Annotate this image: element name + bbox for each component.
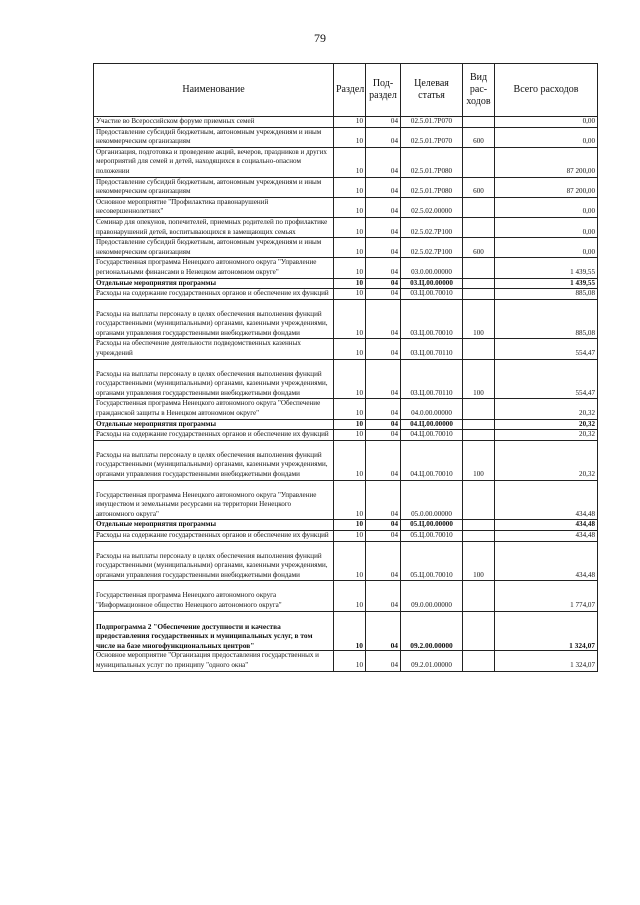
row-expense-type: 600 [463,127,495,147]
row-expense-type [463,278,495,289]
row-name: Расходы на содержание государственных органов и обеспечение их функций [94,430,334,441]
row-target: 04.Ц.00.00000 [401,419,463,430]
row-name: Предоставление субсидий бюджетным, автономным учреждениям и иным некоммерческим организациям [94,177,334,197]
row-subsection: 04 [366,541,401,581]
row-section: 10 [334,611,366,651]
row-name: Подпрограмма 2 "Обеспечение доступности и качества предоставления государственных и муниципальных услуг, в том числе на базе многофункциональных центров" [94,611,334,651]
row-total: 885,08 [495,289,598,300]
row-expense-type [463,430,495,441]
row-name: Государственная программа Ненецкого автономного округа "Управление имуществом и земельными ресурсами на территории Ненецкого автономного округа" [94,480,334,520]
row-total: 434,48 [495,541,598,581]
row-subsection: 04 [366,359,401,399]
row-target: 03.Ц.00.70010 [401,289,463,300]
row-subsection: 04 [366,440,401,480]
row-total: 20,32 [495,430,598,441]
row-expense-type [463,651,495,671]
table-row [94,258,598,278]
row-target: 02.5.01.7Р080 [401,177,463,197]
header-name: Наименование [94,64,334,117]
row-target: 04.Ц.00.70010 [401,440,463,480]
row-target: 05.Ц.00.70010 [401,530,463,541]
row-target: 02.5.02.7Р100 [401,217,463,237]
row-section: 10 [334,480,366,520]
row-name: Государственная программа Ненецкого автономного округа "Информационное общество Ненецкого автономного округа" [94,581,334,611]
row-total: 0,00 [495,238,598,258]
row-target: 05.Ц.00.70010 [401,541,463,581]
row-subsection: 04 [366,611,401,651]
row-name: Расходы на выплаты персоналу в целях обеспечения выполнения функций государственными (муниципальными) органами, казенными учреждениями, органами управления государственными внебюджетными фондами [94,541,334,581]
row-subsection: 04 [366,399,401,419]
row-section: 10 [334,419,366,430]
row-expense-type [463,530,495,541]
table-row [94,238,598,258]
row-subsection: 04 [366,339,401,359]
row-target: 03.Ц.00.70110 [401,359,463,399]
row-target: 02.5.02.00000 [401,197,463,217]
row-expense-type [463,581,495,611]
row-expense-type [463,419,495,430]
row-expense-type [463,117,495,128]
row-target: 05.0.00.00000 [401,480,463,520]
row-target: 03.Ц.00.70010 [401,299,463,339]
row-subsection: 04 [366,278,401,289]
row-subsection: 04 [366,299,401,339]
row-target: 09.2.01.00000 [401,651,463,671]
row-total: 1 324,07 [495,651,598,671]
row-subsection: 04 [366,117,401,128]
row-target: 02.5.01.7Р070 [401,127,463,147]
row-total: 1 324,07 [495,611,598,651]
row-target: 02.5.02.7Р100 [401,238,463,258]
table-header-row [94,64,598,117]
row-subsection: 04 [366,147,401,177]
row-subsection: 04 [366,419,401,430]
budget-table [93,63,598,672]
row-expense-type: 100 [463,541,495,581]
table-row [94,278,598,289]
row-total: 554,47 [495,339,598,359]
row-name: Предоставление субсидий бюджетным, автономным учреждениям и иным некоммерческим организациям [94,127,334,147]
row-section: 10 [334,440,366,480]
row-total: 0,00 [495,117,598,128]
row-expense-type [463,399,495,419]
row-target: 03.Ц.00.00000 [401,278,463,289]
row-name: Отдельные мероприятия программы [94,520,334,531]
row-name: Основное мероприятие "Организация предоставления государственных и муниципальных услуг по принципу "одного окна" [94,651,334,671]
row-total: 87 200,00 [495,147,598,177]
table-row [94,520,598,531]
table-row [94,289,598,300]
row-name: Расходы на содержание государственных органов и обеспечение их функций [94,530,334,541]
row-target: 09.2.00.00000 [401,611,463,651]
table-row [94,419,598,430]
row-section: 10 [334,541,366,581]
table-row [94,197,598,217]
row-section: 10 [334,359,366,399]
row-subsection: 04 [366,430,401,441]
row-subsection: 04 [366,651,401,671]
row-total: 20,32 [495,399,598,419]
row-section: 10 [334,581,366,611]
row-subsection: 04 [366,177,401,197]
row-section: 10 [334,258,366,278]
row-total: 0,00 [495,217,598,237]
row-expense-type [463,217,495,237]
row-name: Расходы на выплаты персоналу в целях обеспечения выполнения функций государственными (муниципальными) органами, казенными учреждениями, органами управления государственными внебюджетными фондами [94,299,334,339]
row-section: 10 [334,339,366,359]
row-target: 03.Ц.00.70110 [401,339,463,359]
row-total: 0,00 [495,197,598,217]
row-name: Расходы на обеспечение деятельности подведомственных казенных учреждений [94,339,334,359]
row-subsection: 04 [366,258,401,278]
row-expense-type [463,289,495,300]
table-row [94,127,598,147]
row-subsection: 04 [366,520,401,531]
row-subsection: 04 [366,197,401,217]
header-total: Всего расходов [495,64,598,117]
row-section: 10 [334,530,366,541]
row-subsection: 04 [366,289,401,300]
row-target: 04.Ц.00.70010 [401,430,463,441]
table-row [94,339,598,359]
row-total: 434,48 [495,520,598,531]
row-name: Основное мероприятие "Профилактика правонарушений несовершеннолетних" [94,197,334,217]
row-expense-type: 100 [463,359,495,399]
row-section: 10 [334,299,366,339]
header-target: Целевая статья [401,64,463,117]
row-name: Государственная программа Ненецкого автономного округа "Обеспечение гражданской защиты в Ненецком автономном округе" [94,399,334,419]
row-name: Участие во Всероссийском форуме приемных семей [94,117,334,128]
table-row [94,177,598,197]
row-total: 885,08 [495,299,598,339]
row-name: Семинар для опекунов, попечителей, приемных родителей по профилактике правонарушений детей, воспитывающихся в замещающих семьях [94,217,334,237]
header-section: Раздел [334,64,366,117]
row-target: 03.0.00.00000 [401,258,463,278]
table-row [94,480,598,520]
row-subsection: 04 [366,480,401,520]
row-target: 05.Ц.00.00000 [401,520,463,531]
row-section: 10 [334,177,366,197]
row-section: 10 [334,430,366,441]
row-subsection: 04 [366,581,401,611]
row-expense-type [463,197,495,217]
row-name: Предоставление субсидий бюджетным, автономным учреждениям и иным некоммерческим организациям [94,238,334,258]
row-expense-type: 100 [463,440,495,480]
page-number: 79 [314,31,326,45]
table-row [94,399,598,419]
row-expense-type [463,258,495,278]
row-expense-type [463,611,495,651]
table-row [94,117,598,128]
row-total: 554,47 [495,359,598,399]
row-section: 10 [334,289,366,300]
row-total: 87 200,00 [495,177,598,197]
row-name: Отдельные мероприятия программы [94,278,334,289]
row-section: 10 [334,197,366,217]
header-expense-type: Вид рас-ходов [463,64,495,117]
table-row [94,359,598,399]
row-section: 10 [334,278,366,289]
row-expense-type: 100 [463,299,495,339]
row-total: 434,48 [495,480,598,520]
row-total: 0,00 [495,127,598,147]
row-section: 10 [334,520,366,531]
table-row [94,651,598,671]
row-target: 02.5.01.7Р080 [401,147,463,177]
row-section: 10 [334,399,366,419]
row-name: Государственная программа Ненецкого автономного округа "Управление региональными финансами в Ненецком автономном округе" [94,258,334,278]
table-row [94,217,598,237]
row-name: Расходы на содержание государственных органов и обеспечение их функций [94,289,334,300]
row-subsection: 04 [366,530,401,541]
row-section: 10 [334,217,366,237]
row-target: 09.0.00.00000 [401,581,463,611]
row-section: 10 [334,117,366,128]
table-row [94,440,598,480]
row-expense-type [463,339,495,359]
row-target: 02.5.01.7Р070 [401,117,463,128]
table-row [94,147,598,177]
table-row [94,299,598,339]
row-total: 1 774,07 [495,581,598,611]
row-name: Расходы на выплаты персоналу в целях обеспечения выполнения функций государственными (муниципальными) органами, казенными учреждениями, органами управления государственными внебюджетными фондами [94,440,334,480]
row-section: 10 [334,238,366,258]
row-subsection: 04 [366,238,401,258]
row-expense-type [463,480,495,520]
table-row [94,541,598,581]
row-subsection: 04 [366,127,401,147]
row-expense-type [463,520,495,531]
row-name: Отдельные мероприятия программы [94,419,334,430]
row-target: 04.0.00.00000 [401,399,463,419]
header-subsection: Под-раздел [366,64,401,117]
row-expense-type: 600 [463,177,495,197]
row-section: 10 [334,651,366,671]
row-subsection: 04 [366,217,401,237]
row-total: 20,32 [495,419,598,430]
row-name: Расходы на выплаты персоналу в целях обеспечения выполнения функций государственными (муниципальными) органами, казенными учреждениями, органами управления государственными внебюджетными фондами [94,359,334,399]
row-name: Организация, подготовка и проведение акций, вечеров, праздников и других мероприятий для семей и детей, находящихся в социально-опасном положении [94,147,334,177]
row-total: 434,48 [495,530,598,541]
table-row [94,611,598,651]
row-total: 20,32 [495,440,598,480]
table-row [94,430,598,441]
row-expense-type: 600 [463,238,495,258]
row-expense-type [463,147,495,177]
row-total: 1 439,55 [495,258,598,278]
table-row [94,581,598,611]
row-section: 10 [334,127,366,147]
table-row [94,530,598,541]
row-total: 1 439,55 [495,278,598,289]
row-section: 10 [334,147,366,177]
